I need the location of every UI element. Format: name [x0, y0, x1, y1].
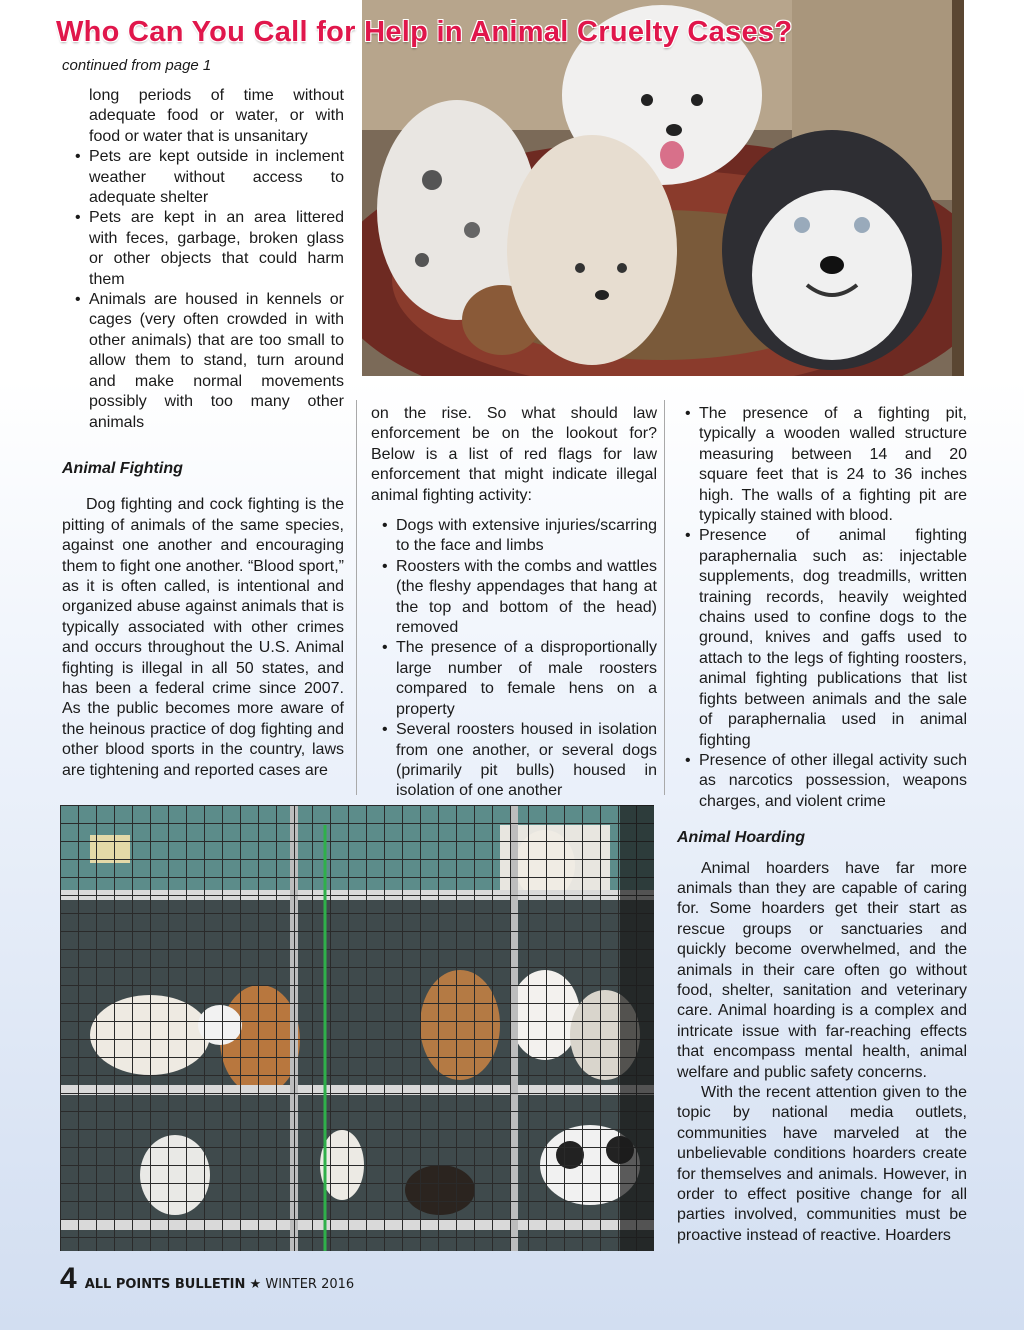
hoarding-paragraph: With the recent attention given to the topic by national media outlets, communities have marveled at the unbelievable conditions hoarders create for themselves and animals. However, in order to effect positive change for all parties involved, communities must be proactive instead of reactive. Hoarders — [677, 1084, 967, 1244]
list-item: • Several roosters housed in isolation from one another, or several dogs (primarily pit bulls) housed in isolation of one another — [381, 720, 657, 802]
footer-publication — [85, 1277, 354, 1292]
red-flags-intro: on the rise. So what should law enforcement be on the lookout for? Below is a list of red flags for law enforcement that might indicate illegal animal fighting activity: — [371, 405, 657, 504]
continued-note: continued from page 1 — [62, 57, 212, 74]
star-icon: ★ — [249, 1277, 262, 1292]
list-item: • Pets are kept in an area littered with feces, garbage, broken glass or other objects that could harm them — [74, 208, 344, 290]
publication-name: ALL POINTS BULLETIN — [84, 1277, 246, 1292]
issue-label: WINTER 2016 — [265, 1277, 355, 1292]
column-divider — [356, 400, 357, 795]
section-heading-animal-hoarding: Animal Hoarding — [677, 829, 806, 847]
list-item: • The presence of a fighting pit, typically a wooden walled structure measuring between 14 and 20 square feet that is 24 to 36 inches high. The walls of a fighting pit are typically stained with blood. — [684, 404, 967, 526]
column-divider — [664, 400, 665, 795]
page-number: 4 — [60, 1262, 77, 1295]
page-footer — [60, 1262, 354, 1296]
column-1 — [62, 86, 344, 781]
column-3 — [677, 404, 967, 1246]
list-item: • Dogs with extensive injuries/scarring to the face and limbs — [381, 516, 657, 557]
red-flags-list — [371, 516, 657, 802]
article-title: Who Can You Call for Help in Animal Cruelty Cases? — [56, 16, 793, 48]
list-item: • The presence of a disproportionally large number of male roosters compared to female hens on a property — [381, 638, 657, 720]
list-item: • Presence of animal fighting paraphernalia such as: injectable supplements, dog treadmills, written training records, heavily weighted chains used to confine dogs to the ground, knives and gaffs used to attach to the legs of fighting roosters, animal fighting publications that list fights between animals and the sale of paraphernalia used in animal fighting — [684, 526, 967, 750]
intro-continuation: long periods of time without adequate food or water, or with food or water that is unsanitary — [89, 87, 344, 145]
cruelty-signs-list — [62, 147, 344, 433]
list-item: • Presence of other illegal activity such as narcotics possession, weapons charges, and violent crime — [684, 751, 967, 812]
photo-dogs-in-pen — [362, 0, 964, 376]
red-flags-list-continued — [677, 404, 967, 812]
animal-fighting-paragraph: Dog fighting and cock fighting is the pitting of animals of the same species, against one another and encouraging them to fight one another. “Blood sport,” as it is often called, is intentional and organized abuse against animals that is typically associated with other crimes and occurs throughout the U.S. Animal fighting is illegal in all 50 states, and has been a federal crime since 2007. As the public becomes more aware of the heinous practice of dog fighting and other blood sports in the country, laws are tightening and reported cases are — [62, 496, 344, 779]
list-item: • Roosters with the combs and wattles (the fleshy appendages that hang at the top and bottom of the head) removed — [381, 557, 657, 639]
photo-dogs-in-cages — [60, 805, 654, 1251]
hoarding-paragraph: Animal hoarders have far more animals than they are capable of caring for. Some hoarders get their start as rescue groups or sanctuaries and quickly become overwhelmed, and the animals in their care often go without food, shelter, sanitation and veterinary care. Animal hoarding is a complex and intricate issue with far-reaching effects that encompass mental health, animal welfare and public safety concerns. — [677, 859, 967, 1081]
list-item: • Pets are kept outside in inclement weather without access to adequate shelter — [74, 147, 344, 208]
list-item: • Animals are housed in kennels or cages (very often crowded in with other animals) that are too small to allow them to stand, turn around and make normal movements possibly with too many other animals — [74, 290, 344, 433]
section-heading-animal-fighting: Animal Fighting — [62, 459, 183, 477]
column-2 — [371, 404, 657, 802]
